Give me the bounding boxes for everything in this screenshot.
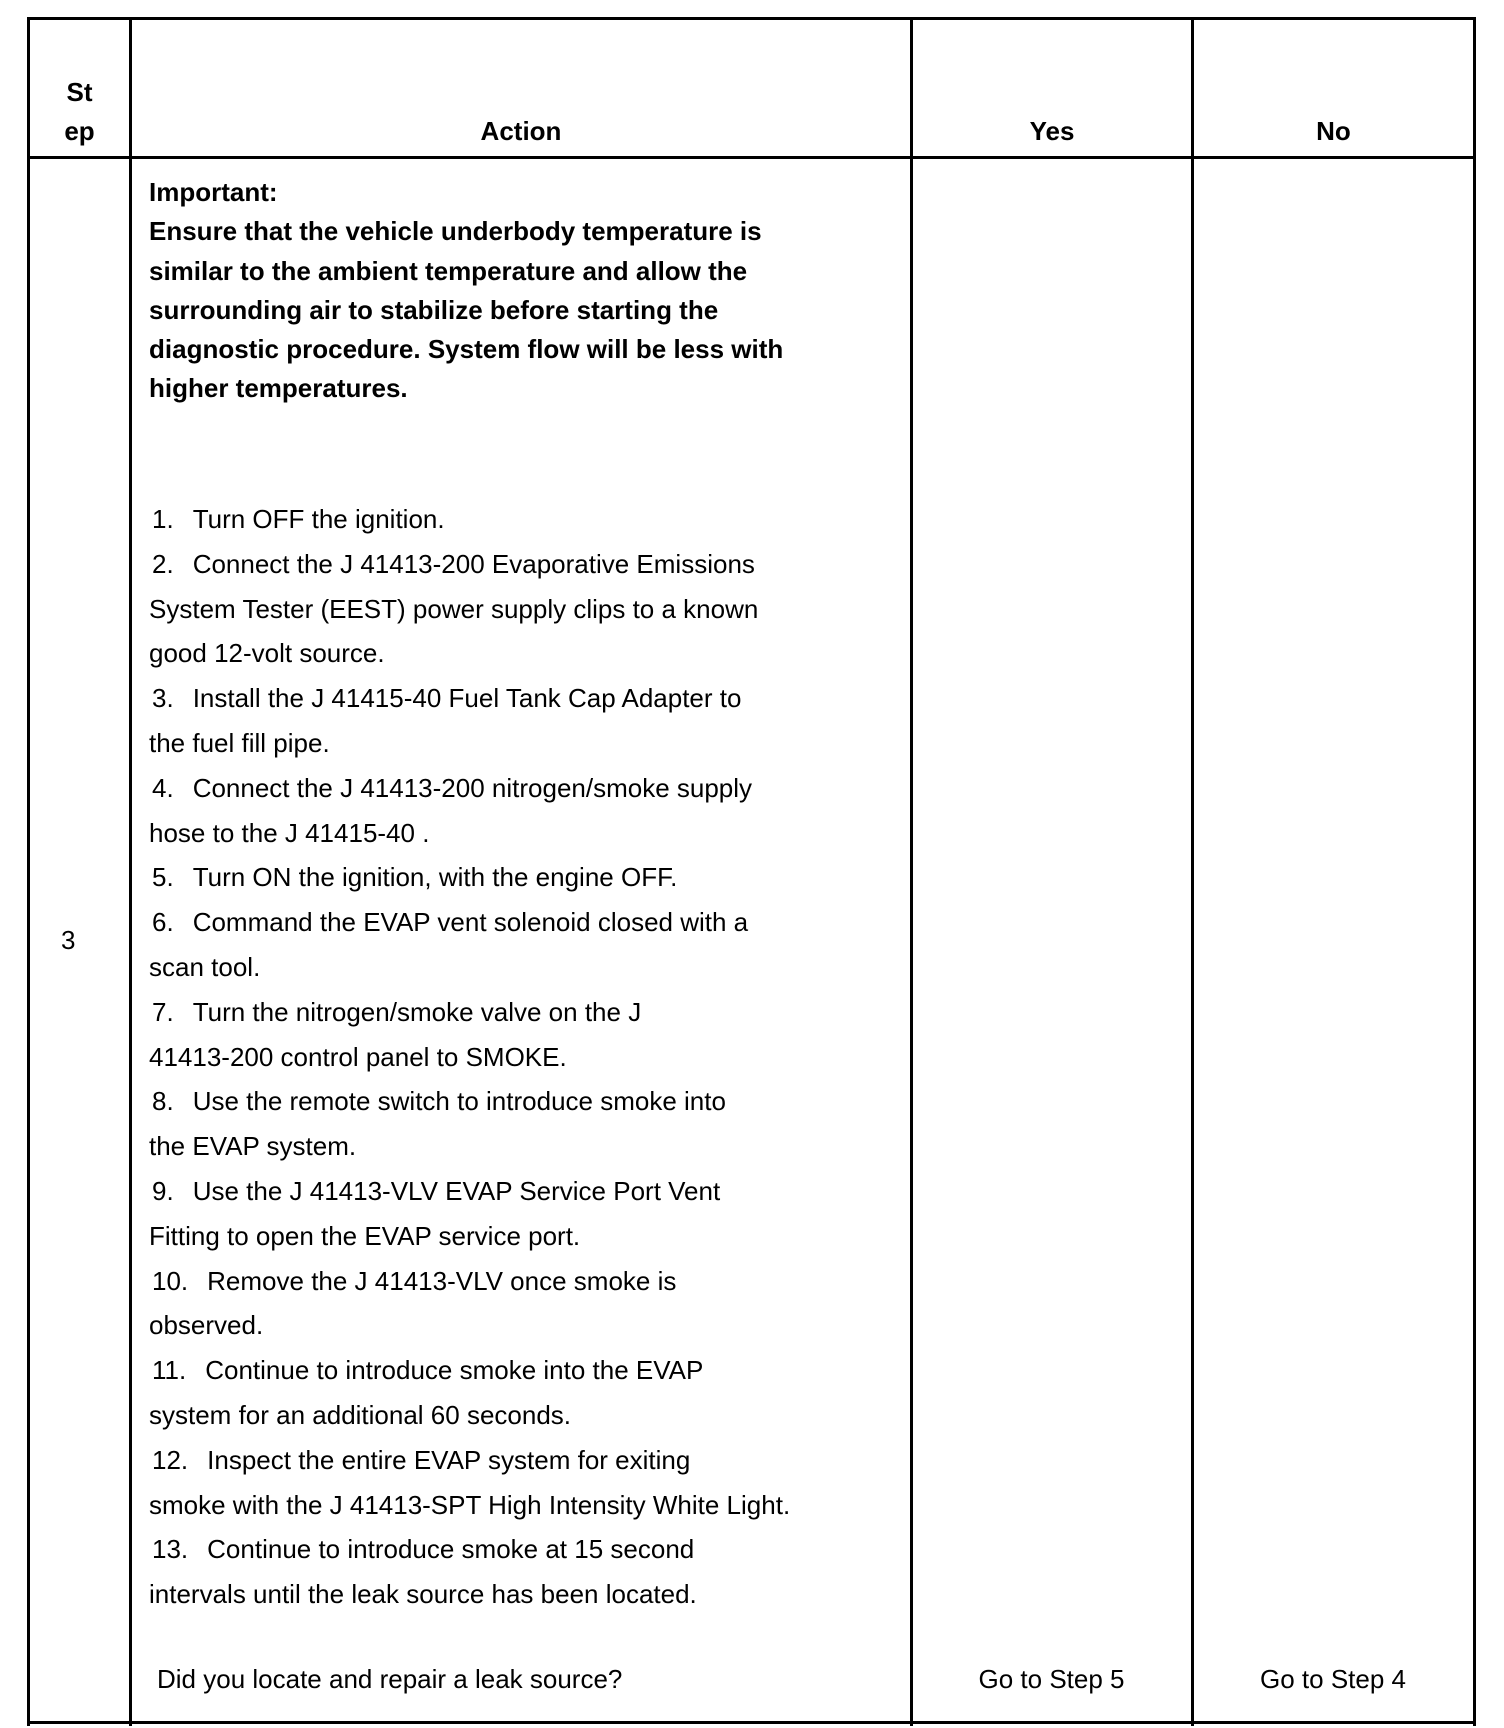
step-index: 1. xyxy=(152,504,174,534)
step-text-continued: the fuel fill pipe. xyxy=(149,727,330,758)
step-index: 5. xyxy=(152,862,174,893)
step-text: Connect the J 41413-200 nitrogen/smoke supply xyxy=(192,772,753,803)
step-index: 2. xyxy=(152,548,174,579)
procedure-step xyxy=(149,855,909,900)
step-text-continued: observed. xyxy=(149,1310,264,1341)
step-index: 8. xyxy=(152,1086,174,1117)
column-divider-action-yes xyxy=(910,17,913,1726)
step-index: 10. xyxy=(152,1265,189,1296)
step-text: Command the EVAP vent solenoid closed with a xyxy=(192,907,749,938)
step-index: 11. xyxy=(152,1355,187,1386)
step-index: 4. xyxy=(152,772,174,803)
header-step: St ep xyxy=(64,77,95,146)
procedure-step xyxy=(149,766,909,856)
step-text-continued: 41413-200 control panel to SMOKE. xyxy=(149,1041,567,1072)
important-label: Important: xyxy=(149,177,278,207)
step-text-continued: Fitting to open the EVAP service port. xyxy=(149,1220,581,1251)
step-index: 6. xyxy=(152,907,174,938)
procedure-step xyxy=(149,1169,909,1259)
procedure-step xyxy=(149,1527,909,1617)
procedure-step xyxy=(149,900,909,990)
procedure-steps xyxy=(149,497,909,1617)
table-border-left xyxy=(27,17,30,1726)
table-border-bottom xyxy=(27,1721,1476,1724)
step-text-continued: hose to the J 41415-40 . xyxy=(149,817,430,848)
no-answer: Go to Step 4 xyxy=(1260,1664,1406,1694)
step-text-continued: System Tester (EEST) power supply clips to a known good 12-volt source. xyxy=(149,593,759,669)
yes-answer: Go to Step 5 xyxy=(978,1664,1125,1694)
step-text: Inspect the entire EVAP system for exiting xyxy=(207,1444,691,1475)
procedure-step xyxy=(149,1438,909,1528)
column-divider-step-action xyxy=(129,17,132,1726)
step-text: Remove the J 41413-VLV once smoke is xyxy=(207,1265,677,1296)
step-text: Install the J 41415-40 Fuel Tank Cap Adapter to xyxy=(192,683,742,714)
step-text-continued: the EVAP system. xyxy=(149,1131,357,1162)
question-text: Did you locate and repair a leak source? xyxy=(157,1664,623,1694)
important-note xyxy=(149,173,849,409)
procedure-step xyxy=(149,676,909,766)
header-yes: Yes xyxy=(1029,116,1075,146)
procedure-step xyxy=(149,1259,909,1349)
step-text: Turn the nitrogen/smoke valve on the J xyxy=(192,996,642,1027)
step-text: Turn OFF the ignition. xyxy=(192,504,445,534)
step-text: Use the J 41413-VLV EVAP Service Port Vent xyxy=(192,1175,721,1206)
important-line: surrounding air to stabilize before starting the xyxy=(149,294,719,325)
step-number: 3 xyxy=(61,925,76,955)
step-index: 9. xyxy=(152,1175,174,1206)
step-index: 7. xyxy=(152,996,174,1027)
important-line: higher temperatures. xyxy=(149,373,408,404)
header-divider xyxy=(27,156,1476,159)
important-line: Ensure that the vehicle underbody temperature is xyxy=(149,216,762,247)
step-text-continued: intervals until the leak source has been located. xyxy=(149,1579,697,1610)
column-divider-yes-no xyxy=(1191,17,1194,1726)
header-no: No xyxy=(1316,116,1351,146)
procedure-step xyxy=(149,1079,909,1169)
procedure-step xyxy=(149,497,909,542)
step-text: Continue to introduce smoke into the EVAP xyxy=(205,1355,704,1386)
header-action: Action xyxy=(480,116,562,146)
step-text-continued: smoke with the J 41413-SPT High Intensity White Light. xyxy=(149,1489,791,1520)
important-line: diagnostic procedure. System flow will be less with xyxy=(149,334,784,365)
table-border-right xyxy=(1473,17,1476,1726)
step-index: 12. xyxy=(152,1444,189,1475)
step-text: Connect the J 41413-200 Evaporative Emissions xyxy=(192,548,755,579)
table-border-top xyxy=(27,17,1476,20)
step-text: Continue to introduce smoke at 15 second xyxy=(207,1534,695,1565)
procedure-step xyxy=(149,990,909,1080)
step-text: Turn ON the ignition, with the engine OFF. xyxy=(192,862,678,893)
step-text-continued: system for an additional 60 seconds. xyxy=(149,1399,572,1430)
step-index: 3. xyxy=(152,683,174,714)
step-text-continued: scan tool. xyxy=(149,951,261,982)
procedure-step xyxy=(149,542,909,676)
step-index: 13. xyxy=(152,1534,189,1565)
step-text: Use the remote switch to introduce smoke into xyxy=(192,1086,726,1117)
important-line: similar to the ambient temperature and allow the xyxy=(149,255,748,286)
procedure-step xyxy=(149,1348,909,1438)
